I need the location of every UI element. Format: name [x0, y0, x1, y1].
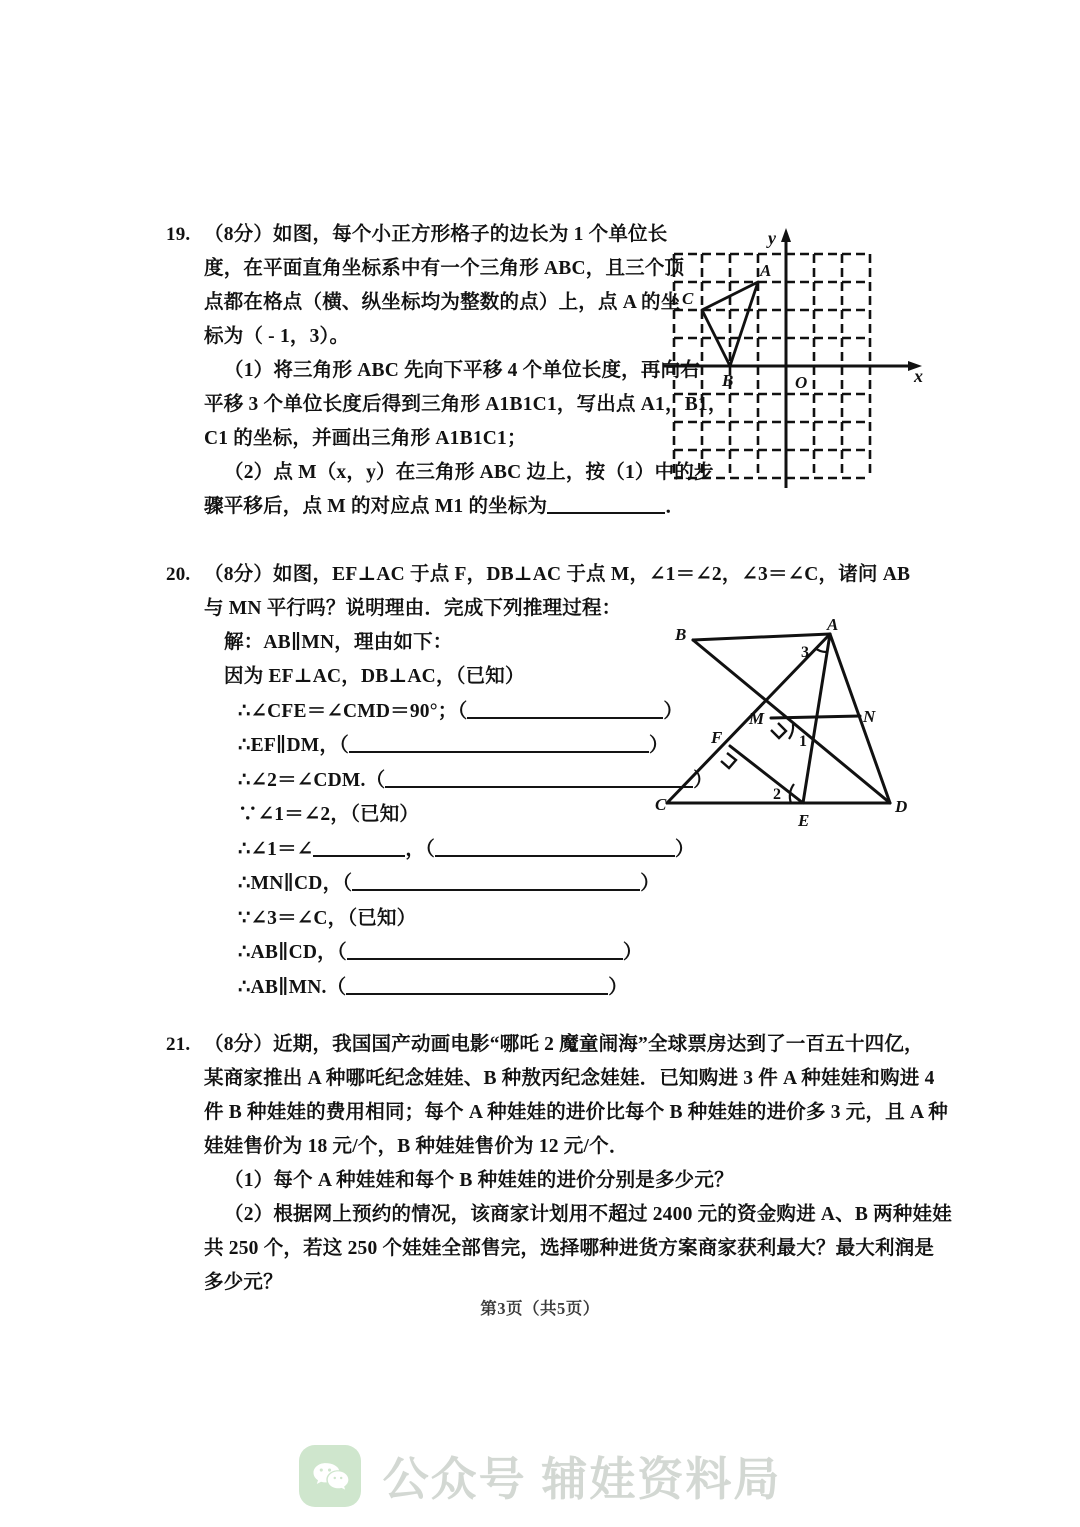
problem-20-stem	[166, 558, 926, 626]
proof-step-5-text: ∵∠1＝∠2，（已知）	[238, 804, 420, 825]
proof-step-7-text: ∴MN∥CD，（	[238, 873, 353, 894]
proof-step-6-paren: ）	[675, 838, 695, 860]
proof-step-10-blank[interactable]	[346, 977, 608, 995]
problem-21-stem-line-2: 某商家推出 A 种哪吒纪念娃娃、B 种敖丙纪念娃娃．已知购进 3 件 A 种娃娃和购进 4	[204, 1068, 935, 1089]
figure-20-label-c: C	[655, 795, 667, 814]
proof-step-7	[238, 867, 926, 902]
y-axis-label: y	[768, 228, 776, 248]
figure-20-label-f: F	[711, 728, 723, 747]
watermark-text: 公众号 辅娃资料局	[382, 1453, 782, 1505]
problem-19-sub2-end: ．	[665, 496, 685, 517]
proof-step-10	[238, 971, 926, 1006]
wechat-logo-icon	[299, 1445, 361, 1507]
figure-20-label-d: D	[895, 797, 908, 816]
problem-21-stem-body	[204, 1028, 948, 1164]
proof-step-9-text: ∴AB∥CD，（	[238, 942, 347, 963]
vertex-label-c: C	[682, 289, 694, 308]
figure-20-angle-1: 1	[799, 733, 807, 750]
problem-21-stem-line-1: （8分）近期，我国国产动画电影“哪吒 2 魔童闹海”全球票房达到了一百五十四亿，	[204, 1034, 924, 1055]
problem-19-stem-line-3: 点都在格点（横、纵坐标均为整数的点）上，点 A 的坐	[204, 292, 681, 313]
vertex-label-a: A	[760, 261, 772, 280]
proof-step-8	[238, 902, 926, 937]
proof-step-3-paren: ）	[648, 735, 669, 756]
vertex-label-b: B	[722, 371, 734, 390]
problem-19-sub1-line-2: 平移 3 个单位长度后得到三角形 A1B1C1，写出点 A1，B1，	[204, 394, 728, 415]
problem-19-sub2-line-2: 骤平移后，点 M 的对应点 M1 的坐标为	[204, 496, 548, 517]
problem-19-sub2-line-1: （2）点 M（x，y）在三角形 ABC 边上，按（1）中的步	[224, 462, 714, 483]
problem-21-stem-line-4: 娃娃售价为 18 元/个，B 种娃娃售价为 12 元/个．	[204, 1136, 629, 1157]
proof-step-10-paren: ）	[608, 976, 628, 998]
problem-20-stem-line-1: （8分）如图，EF⊥AC 于点 F，DB⊥AC 于点 M，∠1＝∠2，∠3＝∠C，诸问 AB	[204, 564, 911, 585]
problem-19-answer-blank[interactable]	[547, 496, 665, 514]
proof-step-9-blank[interactable]	[347, 942, 623, 960]
problem-19-stem-line-4: 标为（ - 1，3）。	[204, 326, 350, 347]
proof-step-3-text: ∴EF∥DM，（	[238, 735, 349, 756]
origin-label: O	[795, 373, 808, 392]
problem-20-solution-label: 解：AB∥MN，理由如下：	[224, 632, 453, 653]
problem-20-number: 20.	[166, 564, 191, 585]
proof-step-6-text: ∴∠1＝∠	[238, 838, 314, 860]
problem-21-sub2-line-1: （2）根据网上预约的情况，该商家计划用不超过 2400 元的资金购进 A、B 两种娃娃	[224, 1204, 952, 1225]
problem-21-sub2-line-2: 共 250 个，若这 250 个娃娃全部售完，选择哪种进货方案商家获利最大？最大利润是	[204, 1238, 935, 1259]
proof-step-9	[238, 936, 926, 971]
problem-20-stem-body	[204, 558, 926, 626]
problem-19-stem-line-2: 度，在平面直角坐标系中有一个三角形 ABC，且三个顶	[204, 258, 685, 279]
figure-20-angle-2: 2	[773, 786, 781, 803]
proof-step-6-mid: ，（	[405, 838, 435, 860]
proof-step-6-blank-angle[interactable]	[313, 839, 405, 857]
problem-21-sub1: （1）每个 A 种娃娃和每个 B 种娃娃的进价分别是多少元？	[224, 1170, 734, 1191]
proof-step-9-paren: ）	[622, 942, 643, 963]
problem-21-stem	[166, 1028, 948, 1164]
proof-step-2-blank[interactable]	[467, 701, 663, 719]
figure-20-label-e: E	[798, 811, 810, 830]
figure-20-label-b: B	[675, 625, 687, 644]
figure-20-label-n: N	[863, 707, 876, 726]
problem-19-number: 19.	[166, 224, 191, 245]
figure-20-lines	[667, 634, 890, 803]
proof-step-7-blank[interactable]	[352, 873, 640, 891]
problem-21-stem-line-3: 件 B 种娃娃的费用相同；每个 A 种娃娃的进价比每个 B 种娃娃的进价多 3 元，且 A 种	[204, 1102, 948, 1123]
proof-step-1-text: 因为 EF⊥AC，DB⊥AC，（已知）	[224, 666, 525, 687]
x-axis-label: x	[914, 366, 923, 386]
problem-20-figure	[655, 618, 920, 843]
proof-step-3-blank[interactable]	[349, 735, 649, 753]
problem-21-sub2-line-3: 多少元？	[204, 1272, 283, 1293]
proof-step-7-paren: ）	[640, 873, 660, 894]
problem-20-stem-line-2: 与 MN 平行吗？说明理由．完成下列推理过程：	[204, 598, 622, 619]
watermark	[0, 1443, 1080, 1509]
problem-19-sub1-line-1: （1）将三角形 ABC 先向下平移 4 个单位长度，再向右	[224, 360, 700, 381]
proof-step-2-text: ∴∠CFE＝∠CMD＝90°；（	[238, 700, 468, 722]
problem-21	[166, 1028, 952, 1300]
proof-step-6-blank-reason[interactable]	[435, 839, 675, 857]
problem-19-sub1-line-3: C1 的坐标，并画出三角形 A1B1C1；	[204, 428, 527, 449]
proof-step-10-text: ∴AB∥MN.（	[238, 976, 347, 998]
problem-19-stem-line-1: （8分）如图，每个小正方形格子的边长为 1 个单位长	[204, 224, 668, 245]
proof-step-4-blank[interactable]	[385, 770, 693, 788]
figure-20-angle-3: 3	[801, 644, 809, 661]
problem-19-figure	[660, 222, 930, 507]
problem-21-number: 21.	[166, 1034, 191, 1055]
proof-step-8-text: ∵∠3＝∠C，（已知）	[238, 907, 417, 929]
proof-step-4-paren: ）	[693, 769, 713, 791]
page-footer: 第3页（共5页）	[480, 1299, 600, 1318]
proof-step-2-paren: ）	[663, 700, 684, 722]
figure-20-label-m: M	[749, 709, 765, 728]
figure-20-label-a: A	[827, 618, 839, 634]
proof-step-4-text: ∴∠2＝∠CDM.（	[238, 769, 386, 791]
